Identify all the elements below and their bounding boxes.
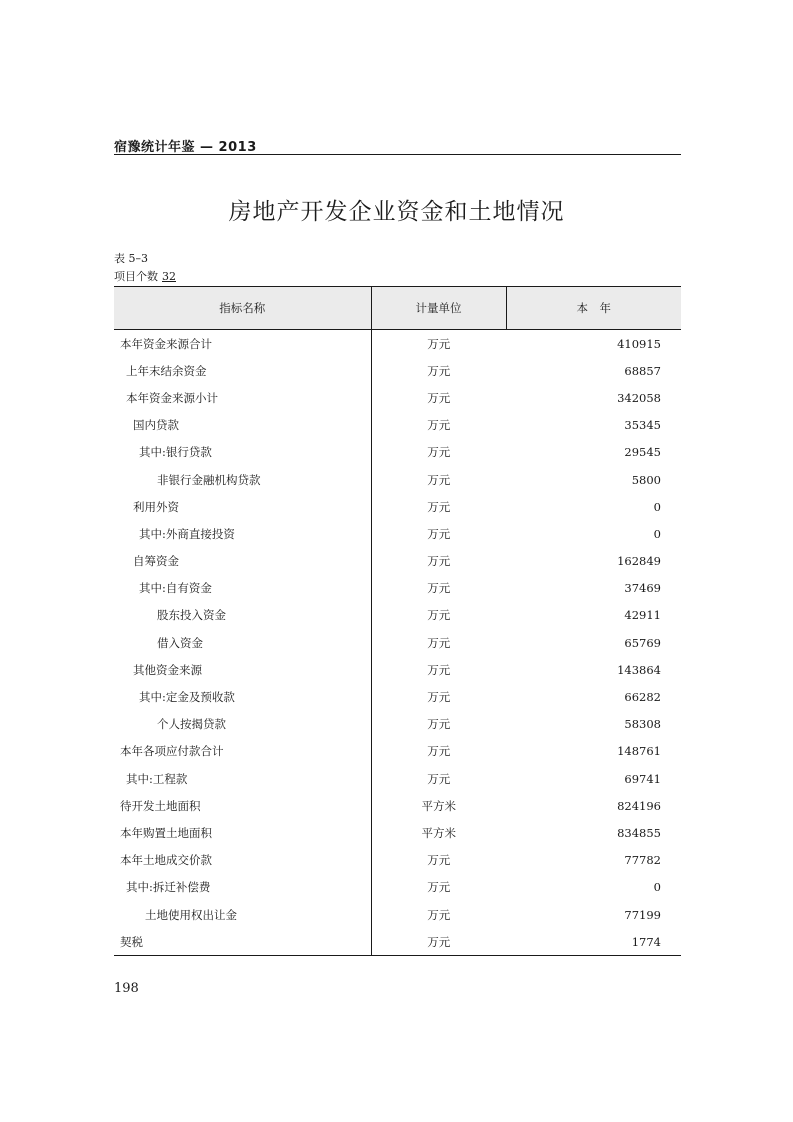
indicator-name-cell: 上年末结余资金 [126,363,207,378]
table-row [114,602,681,629]
value-cell: 65769 [624,635,661,650]
value-cell: 68857 [624,363,661,378]
indicator-name-cell: 国内贷款 [133,418,179,433]
table-row [114,330,681,358]
unit-cell: 万元 [371,656,506,683]
indicator-name-cell: 待开发土地面积 [120,798,201,813]
unit-cell: 万元 [371,847,506,874]
indicator-name-cell: 土地使用权出让金 [145,907,237,922]
column-header-unit: 计量单位 [371,287,506,330]
indicator-name-cell: 其中:定金及预收款 [139,690,235,705]
table-row [114,901,681,928]
table-row [114,466,681,493]
unit-cell: 万元 [371,493,506,520]
unit-cell: 万元 [371,874,506,901]
value-cell: 35345 [624,418,661,433]
header-rule [114,154,681,155]
table-row [114,439,681,466]
unit-cell: 万元 [371,928,506,956]
indicator-name-cell: 本年各项应付款合计 [120,744,224,759]
page-number: 198 [114,981,139,996]
unit-cell: 万元 [371,575,506,602]
value-cell: 66282 [624,690,661,705]
indicator-name-cell: 股东投入资金 [157,608,226,623]
value-cell: 410915 [617,336,661,351]
table-row [114,575,681,602]
indicator-name-cell: 本年购置土地面积 [120,825,212,840]
unit-cell: 万元 [371,901,506,928]
unit-cell: 万元 [371,330,506,358]
table-row [114,847,681,874]
table-row [114,792,681,819]
value-cell: 148761 [617,744,661,759]
item-count-label: 项目个数 [114,270,158,283]
indicator-name-cell: 本年资金来源合计 [120,336,212,351]
unit-cell: 万元 [371,548,506,575]
unit-cell: 万元 [371,357,506,384]
value-cell: 0 [653,880,661,895]
table-row [114,683,681,710]
unit-cell: 万元 [371,466,506,493]
value-cell: 1774 [506,928,681,956]
value-cell: 77782 [624,853,661,868]
table-row [114,928,681,956]
value-cell: 58308 [624,717,661,732]
unit-cell: 平方米 [371,819,506,846]
value-cell: 143864 [617,662,661,677]
value-cell: 824196 [617,798,661,813]
unit-cell: 万元 [371,602,506,629]
column-header-year: 本 年 [506,287,681,330]
table-row [114,548,681,575]
table-number: 表 5–3 [114,252,148,265]
item-count [114,268,186,284]
table-row [114,711,681,738]
value-cell: 29545 [624,445,661,460]
value-cell: 342058 [617,390,661,405]
table-row [114,520,681,547]
indicator-name-cell: 本年资金来源小计 [126,390,218,405]
table-row [114,493,681,520]
indicator-name-cell: 利用外资 [133,499,179,514]
indicator-name-cell: 其中:拆迁补偿费 [126,880,211,895]
indicator-name-cell: 借入资金 [157,635,203,650]
unit-cell: 万元 [371,738,506,765]
indicator-name-cell: 非银行金融机构贷款 [157,472,261,487]
statistics-table [114,286,681,956]
value-cell: 0 [653,526,661,541]
value-cell: 5800 [631,472,661,487]
table-row [114,357,681,384]
page-title: 房地产开发企业资金和土地情况 [228,199,565,225]
unit-cell: 平方米 [371,792,506,819]
unit-cell: 万元 [371,629,506,656]
table-row [114,412,681,439]
table-row [114,656,681,683]
table-row [114,819,681,846]
table-row [114,738,681,765]
indicator-name-cell: 其中:外商直接投资 [139,526,235,541]
table-row [114,874,681,901]
indicator-name-cell: 其中:银行贷款 [139,445,212,460]
indicator-name-cell: 其他资金来源 [133,662,202,677]
table-body [114,330,681,956]
unit-cell: 万元 [371,520,506,547]
indicator-name-cell: 契税 [114,928,371,956]
indicator-name-cell: 其中:自有资金 [139,581,212,596]
unit-cell: 万元 [371,412,506,439]
table-row [114,629,681,656]
table-row [114,765,681,792]
value-cell: 69741 [624,771,661,786]
value-cell: 834855 [617,825,661,840]
running-header: 宿豫统计年鉴 — 2013 [114,140,257,155]
item-count-value: 32 [162,270,176,283]
indicator-name-cell: 自筹资金 [133,554,179,569]
table-header-row [114,287,681,330]
unit-cell: 万元 [371,683,506,710]
indicator-name-cell: 其中:工程款 [126,771,188,786]
table-row [114,384,681,411]
unit-cell: 万元 [371,765,506,792]
indicator-name-cell: 个人按揭贷款 [157,717,226,732]
indicator-name-cell: 本年土地成交价款 [120,853,212,868]
unit-cell: 万元 [371,384,506,411]
value-cell: 37469 [624,581,661,596]
unit-cell: 万元 [371,711,506,738]
value-cell: 42911 [624,608,661,623]
column-header-indicator: 指标名称 [114,287,371,330]
unit-cell: 万元 [371,439,506,466]
value-cell: 0 [653,499,661,514]
value-cell: 162849 [617,554,661,569]
value-cell: 77199 [624,907,661,922]
